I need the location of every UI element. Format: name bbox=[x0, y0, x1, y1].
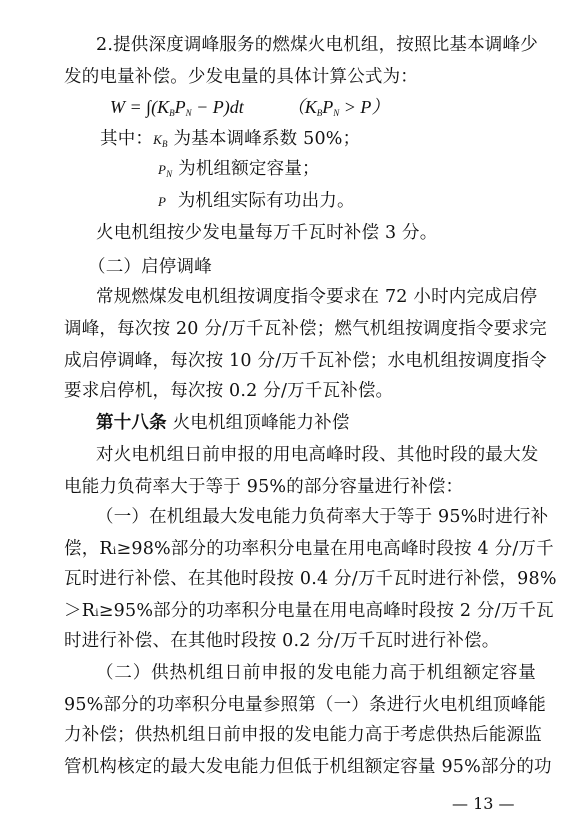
section-heading: （二）启停调峰 bbox=[88, 257, 212, 277]
page-number: — 13 — bbox=[452, 794, 515, 813]
formula-lhs: W = ∫(K bbox=[110, 97, 170, 117]
paragraph-line: 电能力负荷率大于等于 95%的部分容量进行补偿： bbox=[64, 477, 464, 497]
paragraph-line: 2.提供深度调峰服务的燃煤火电机组，按照比基本调峰少 bbox=[96, 35, 538, 55]
paragraph-line: 力补偿；供热机组日前申报的发电能力高于考虑供热后能源监 bbox=[64, 725, 542, 745]
paragraph-line: 对火电机组日前申报的用电高峰时段、其他时段的最大发 bbox=[96, 445, 539, 465]
paragraph-line: 偿，Rᵢ≥98%部分的功率积分电量在用电高峰时段按 4 分/万千 bbox=[64, 539, 554, 559]
formula-sub: B bbox=[169, 108, 175, 118]
variable-pn: $P_N$ bbox=[158, 162, 173, 179]
variable-k: $K_B$ bbox=[153, 132, 168, 149]
formula bbox=[110, 96, 389, 124]
paragraph-line: 成启停调峰，每次按 10 分/万千瓦补偿；水电机组按调度指令 bbox=[64, 351, 547, 371]
formula-rest: − P)dt bbox=[191, 97, 244, 117]
formula-sub: N bbox=[185, 108, 192, 118]
paragraph-line: ＞Rᵢ≥95%部分的功率积分电量在用电高峰时段按 2 分/万千瓦 bbox=[64, 601, 554, 621]
paragraph-line: 时进行补偿、在其他时段按 0.2 分/万千瓦时进行补偿。 bbox=[64, 631, 500, 651]
variable-p: P bbox=[158, 194, 167, 209]
paragraph-line: 常规燃煤发电机组按调度指令要求在 72 小时内完成启停 bbox=[96, 287, 538, 307]
formula-p: P bbox=[174, 97, 186, 117]
paragraph-line: 瓦时进行补偿、在其他时段按 0.4 分/万千瓦时进行补偿，98% bbox=[64, 569, 557, 589]
paragraph-line: 管机构核定的最大发电能力但低于机组额定容量 95%部分的功 bbox=[64, 757, 552, 777]
article-title: 火电机组顶峰能力补偿 bbox=[166, 413, 350, 433]
paragraph-line: 调峰，每次按 20 分/万千瓦补偿；燃气机组按调度指令要求完 bbox=[64, 319, 547, 339]
paragraph-line: （一）在机组最大发电能力负荷率大于等于 95%时进行补 bbox=[96, 507, 549, 527]
paragraph-line: 发的电量补偿。少发电量的具体计算公式为： bbox=[64, 67, 418, 87]
formula-condition: $(K_BP_N > P)$ bbox=[286, 97, 390, 118]
article-number: 第十八条 bbox=[96, 413, 167, 433]
article-heading bbox=[96, 412, 536, 434]
paragraph-line: 火电机组按少发电量每万千瓦时补偿 3 分。 bbox=[96, 223, 438, 243]
definition-line: $P_N$ 为机组额定容量； bbox=[158, 159, 320, 179]
definition-line: 其中：$K_B$ 为基本调峰系数 50%； bbox=[100, 129, 361, 149]
paragraph-line: 95%部分的功率积分电量参照第（一）条进行火电机组顶峰能 bbox=[64, 695, 546, 715]
paragraph-line: （二）供热机组日前申报的发电能力高于机组额定容量 bbox=[96, 663, 536, 683]
paragraph-line: 要求启停机，每次按 0.2 分/万千瓦补偿。 bbox=[64, 381, 394, 401]
definition-line: P 为机组实际有功出力。 bbox=[158, 191, 355, 211]
